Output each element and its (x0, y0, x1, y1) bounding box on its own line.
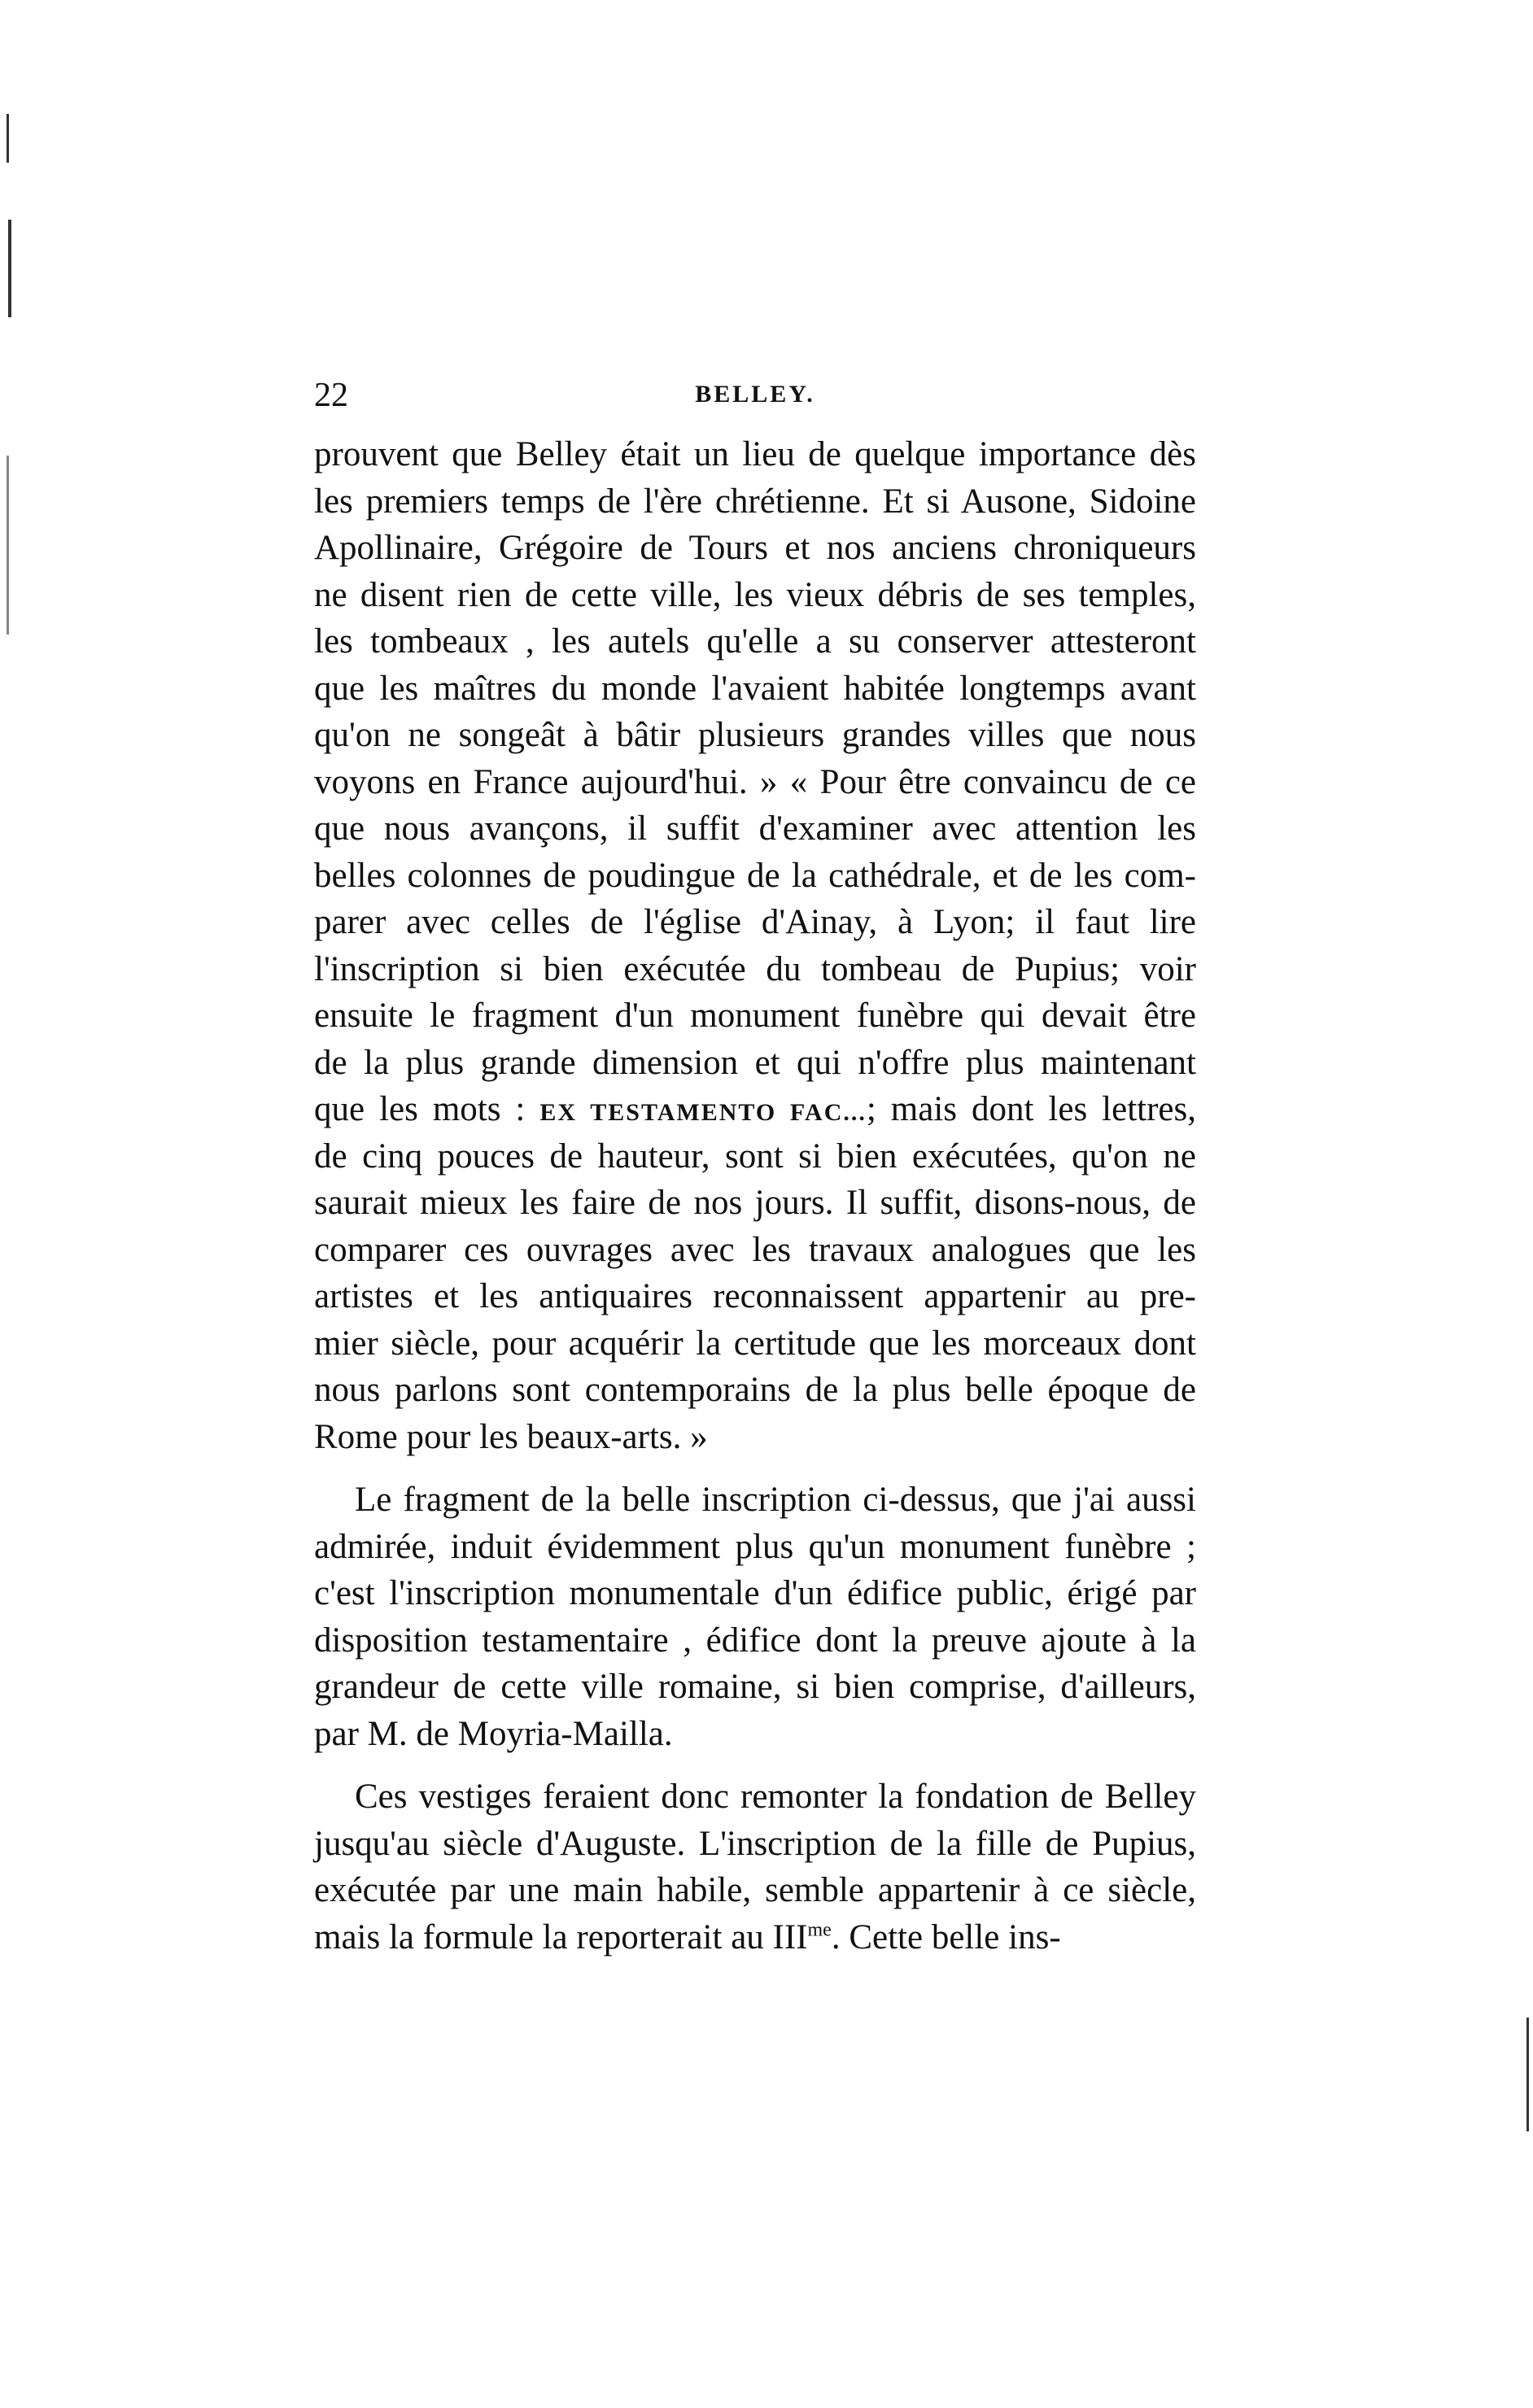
text-line (314, 1570, 1196, 1617)
text-line (314, 1133, 1196, 1180)
text-line (314, 1477, 1196, 1524)
paragraph (314, 1477, 1196, 1757)
small-caps-inscription: EX TESTAMENTO FAC... (539, 1099, 867, 1126)
text-line (314, 431, 1196, 478)
text-segment: ; mais dont les lettres, (866, 1090, 1196, 1128)
scan-edge-mark (7, 114, 9, 163)
text-segment: les premiers temps de l'ère chrétienne. Et si Ausone, Sidoine (314, 482, 1196, 521)
text-segment: mais la formule la reporterait au III (314, 1917, 808, 1956)
text-segment: voyons en France aujourd'hui. » « Pour être convaincu de ce (314, 762, 1196, 801)
text-segment: disposition testamentaire , édifice dont la preuve ajoute à la (314, 1621, 1196, 1660)
text-segment: belles colonnes de poudingue de la cathédrale, et de les com- (314, 856, 1196, 895)
running-title: BELLEY. (695, 381, 815, 408)
page-number: 22 (314, 377, 348, 414)
text-line (314, 992, 1196, 1040)
page-header (314, 376, 1196, 425)
text-segment: par M. de Moyria-Mailla. (314, 1714, 673, 1753)
text-line (314, 1664, 1196, 1711)
scan-edge-mark (1526, 2018, 1529, 2131)
text-segment: nous parlons sont contemporains de la plus belle époque de (314, 1371, 1196, 1409)
text-line (314, 1227, 1196, 1274)
text-segment: prouvent que Belley était un lieu de quelque importance dès (314, 435, 1196, 473)
text-line (314, 712, 1196, 759)
text-segment: qu'on ne songeât à bâtir plusieurs grandes villes que nous (314, 716, 1196, 754)
text-line (314, 805, 1196, 853)
text-segment: ensuite le fragment d'un monument funèbre qui devait être (314, 997, 1196, 1035)
page-body (314, 431, 1196, 1961)
text-line (314, 1773, 1196, 1821)
text-line (314, 1367, 1196, 1414)
text-segment: que nous avançons, il suffit d'examiner avec attention les (314, 809, 1196, 848)
text-line (314, 1821, 1196, 1868)
text-segment: Rome pour les beaux-arts. » (314, 1417, 708, 1456)
text-segment: comparer ces ouvrages avec les travaux analogues que les (314, 1230, 1196, 1269)
text-segment: Ces vestiges feraient donc remonter la fondation de Belley (355, 1778, 1196, 1816)
text-line (314, 665, 1196, 713)
text-line (314, 1414, 1196, 1461)
text-segment: que les maîtres du monde l'avaient habitée longtemps avant (314, 669, 1196, 708)
text-segment: . Cette belle ins- (831, 1917, 1061, 1956)
text-line (314, 1273, 1196, 1320)
text-line (314, 853, 1196, 900)
text-segment: grandeur de cette ville romaine, si bien comprise, d'ailleurs, (314, 1668, 1196, 1706)
text-segment: de cinq pouces de hauteur, sont si bien exécutées, qu'on ne (314, 1136, 1196, 1176)
text-segment: admirée, induit évidemment plus qu'un monument funèbre ; (314, 1527, 1196, 1566)
text-segment: saurait mieux les faire de nos jours. Il suffit, disons-nous, de (314, 1184, 1196, 1222)
superscript: me (807, 1919, 832, 1941)
text-line (314, 946, 1196, 993)
text-line (314, 759, 1196, 806)
text-line (314, 899, 1196, 946)
paragraph (314, 1773, 1196, 1961)
text-line (314, 1524, 1196, 1571)
text-segment: exécutée par une main habile, semble appartenir à ce siècle, (314, 1871, 1196, 1909)
text-segment: artistes et les antiquaires reconnaissent appartenir au pre- (314, 1277, 1196, 1315)
text-segment: parer avec celles de l'église d'Ainay, à Lyon; il faut lire (314, 903, 1196, 941)
text-line (314, 1040, 1196, 1087)
scan-edge-mark (8, 220, 11, 317)
text-segment: les tombeaux , les autels qu'elle a su conserver attesteront (314, 622, 1196, 661)
text-line (314, 1617, 1196, 1664)
text-line (314, 1867, 1196, 1914)
scan-edge-mark (7, 456, 9, 635)
paragraph (314, 431, 1196, 1460)
text-segment: Apollinaire, Grégoire de Tours et nos anciens chroniqueurs (314, 529, 1196, 567)
text-line (314, 1914, 1196, 1961)
text-segment: ne disent rien de cette ville, les vieux débris de ses temples, (314, 575, 1196, 614)
text-line (314, 478, 1196, 526)
text-segment: de la plus grande dimension et qui n'offre plus maintenant (314, 1043, 1196, 1082)
text-line (314, 572, 1196, 619)
text-line (314, 618, 1196, 665)
text-segment: l'inscription si bien exécutée du tombeau de Pupius; voir (314, 949, 1196, 988)
text-segment: jusqu'au siècle d'Auguste. L'inscription de la fille de Pupius, (314, 1824, 1196, 1863)
text-line (314, 525, 1196, 572)
text-segment: c'est l'inscription monumentale d'un édifice public, érigé par (314, 1574, 1196, 1612)
text-line (314, 1320, 1196, 1368)
text-line (314, 1086, 1196, 1133)
text-segment: Le fragment de la belle inscription ci-dessus, que j'ai aussi (355, 1481, 1196, 1519)
text-line (314, 1180, 1196, 1227)
text-segment: mier siècle, pour acquérir la certitude que les morceaux dont (314, 1324, 1196, 1363)
text-segment: que les mots : (314, 1090, 540, 1128)
text-line (314, 1711, 1196, 1758)
